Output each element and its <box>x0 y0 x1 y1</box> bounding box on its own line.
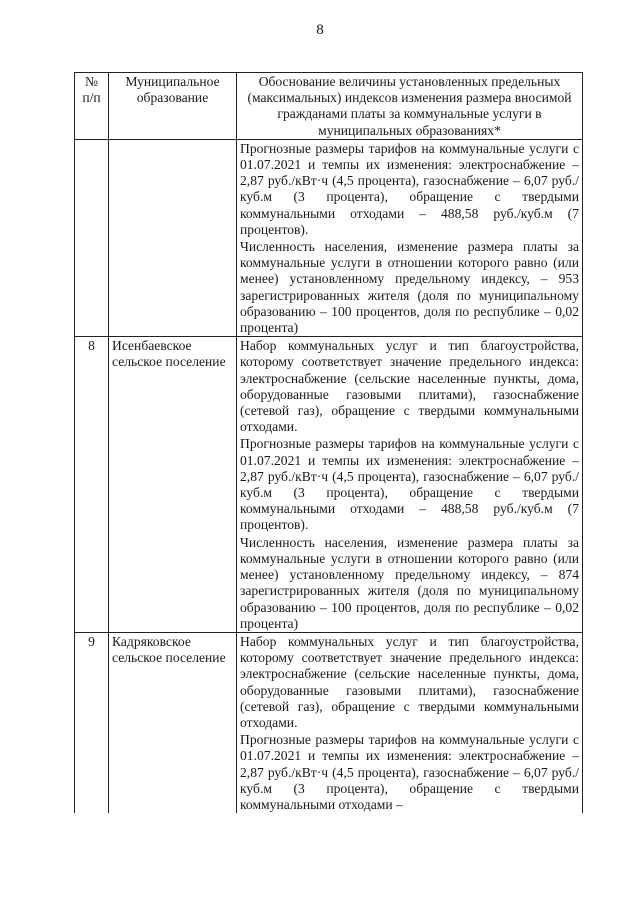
justification-paragraph: Прогнозные размеры тарифов на коммунальные услуги с 01.07.2021 и темпы их изменения: электроснабжение – 2,87 руб./кВт·ч (4,5 процента), газоснабжение – 6,07 руб./куб.м (3 процента), обращение с твердыми коммунальными отходами – <box>240 732 579 812</box>
row-number: 9 <box>75 632 109 813</box>
row-justification <box>237 632 583 813</box>
row-municipality: Кадряковское сельское поселение <box>109 632 237 813</box>
row-municipality <box>109 139 237 336</box>
header-number: № п/п <box>75 73 109 140</box>
table-header-row <box>75 73 583 140</box>
justification-paragraph: Численность населения, изменение размера платы за коммунальные услуги в отношении которого равно (или менее) установленному предельному индексу, – 953 зарегистрированных жителя (доля по муниципальному образованию – 100 процентов, доля по республике – 0,02 процента) <box>240 239 579 336</box>
header-justification: Обоснование величины установленных предельных (максимальных) индексов изменения размера вносимой гражданами платы за коммунальные услуги в муниципальных образованиях* <box>237 73 583 140</box>
justification-paragraph: Прогнозные размеры тарифов на коммунальные услуги с 01.07.2021 и темпы их изменения: электроснабжение – 2,87 руб./кВт·ч (4,5 процента), газоснабжение – 6,07 руб./куб.м (3 процента), обращение с твердыми коммунальными отходами – 488,58 руб./куб.м (7 процентов). <box>240 140 579 237</box>
justification-paragraph: Набор коммунальных услуг и тип благоустройства, которому соответствует значение предельного индекса: электроснабжение (сельские населенные пункты, дома, оборудованные газовыми плитами), газоснабжение (сетевой газ), обращение с твердыми коммунальными отходами. <box>240 633 579 730</box>
row-justification <box>237 337 583 633</box>
page-number: 8 <box>316 22 324 38</box>
header-municipality: Муниципальное образование <box>109 73 237 140</box>
tariff-justification-table <box>74 72 583 813</box>
table-row <box>75 139 583 336</box>
justification-paragraph: Численность населения, изменение размера платы за коммунальные услуги в отношении которого равно (или менее) установленному предельному индексу, – 874 зарегистрированных жителя (доля по муниципальному образованию – 100 процентов, доля по республике – 0,02 процента) <box>240 534 579 631</box>
row-municipality: Исенбаевское сельское поселение <box>109 337 237 633</box>
table-row <box>75 337 583 633</box>
row-justification <box>237 139 583 336</box>
justification-paragraph: Прогнозные размеры тарифов на коммунальные услуги с 01.07.2021 и темпы их изменения: электроснабжение – 2,87 руб./кВт·ч (4,5 процента), газоснабжение – 6,07 руб./куб.м (3 процента), обращение с твердыми коммунальными отходами – 488,58 руб./куб.м (7 процентов). <box>240 436 579 533</box>
justification-paragraph: Набор коммунальных услуг и тип благоустройства, которому соответствует значение предельного индекса: электроснабжение (сельские населенные пункты, дома, оборудованные газовыми плитами), газоснабжение (сетевой газ), обращение с твердыми коммунальными отходами. <box>240 338 579 435</box>
row-number <box>75 139 109 336</box>
row-number: 8 <box>75 337 109 633</box>
table-row <box>75 632 583 813</box>
